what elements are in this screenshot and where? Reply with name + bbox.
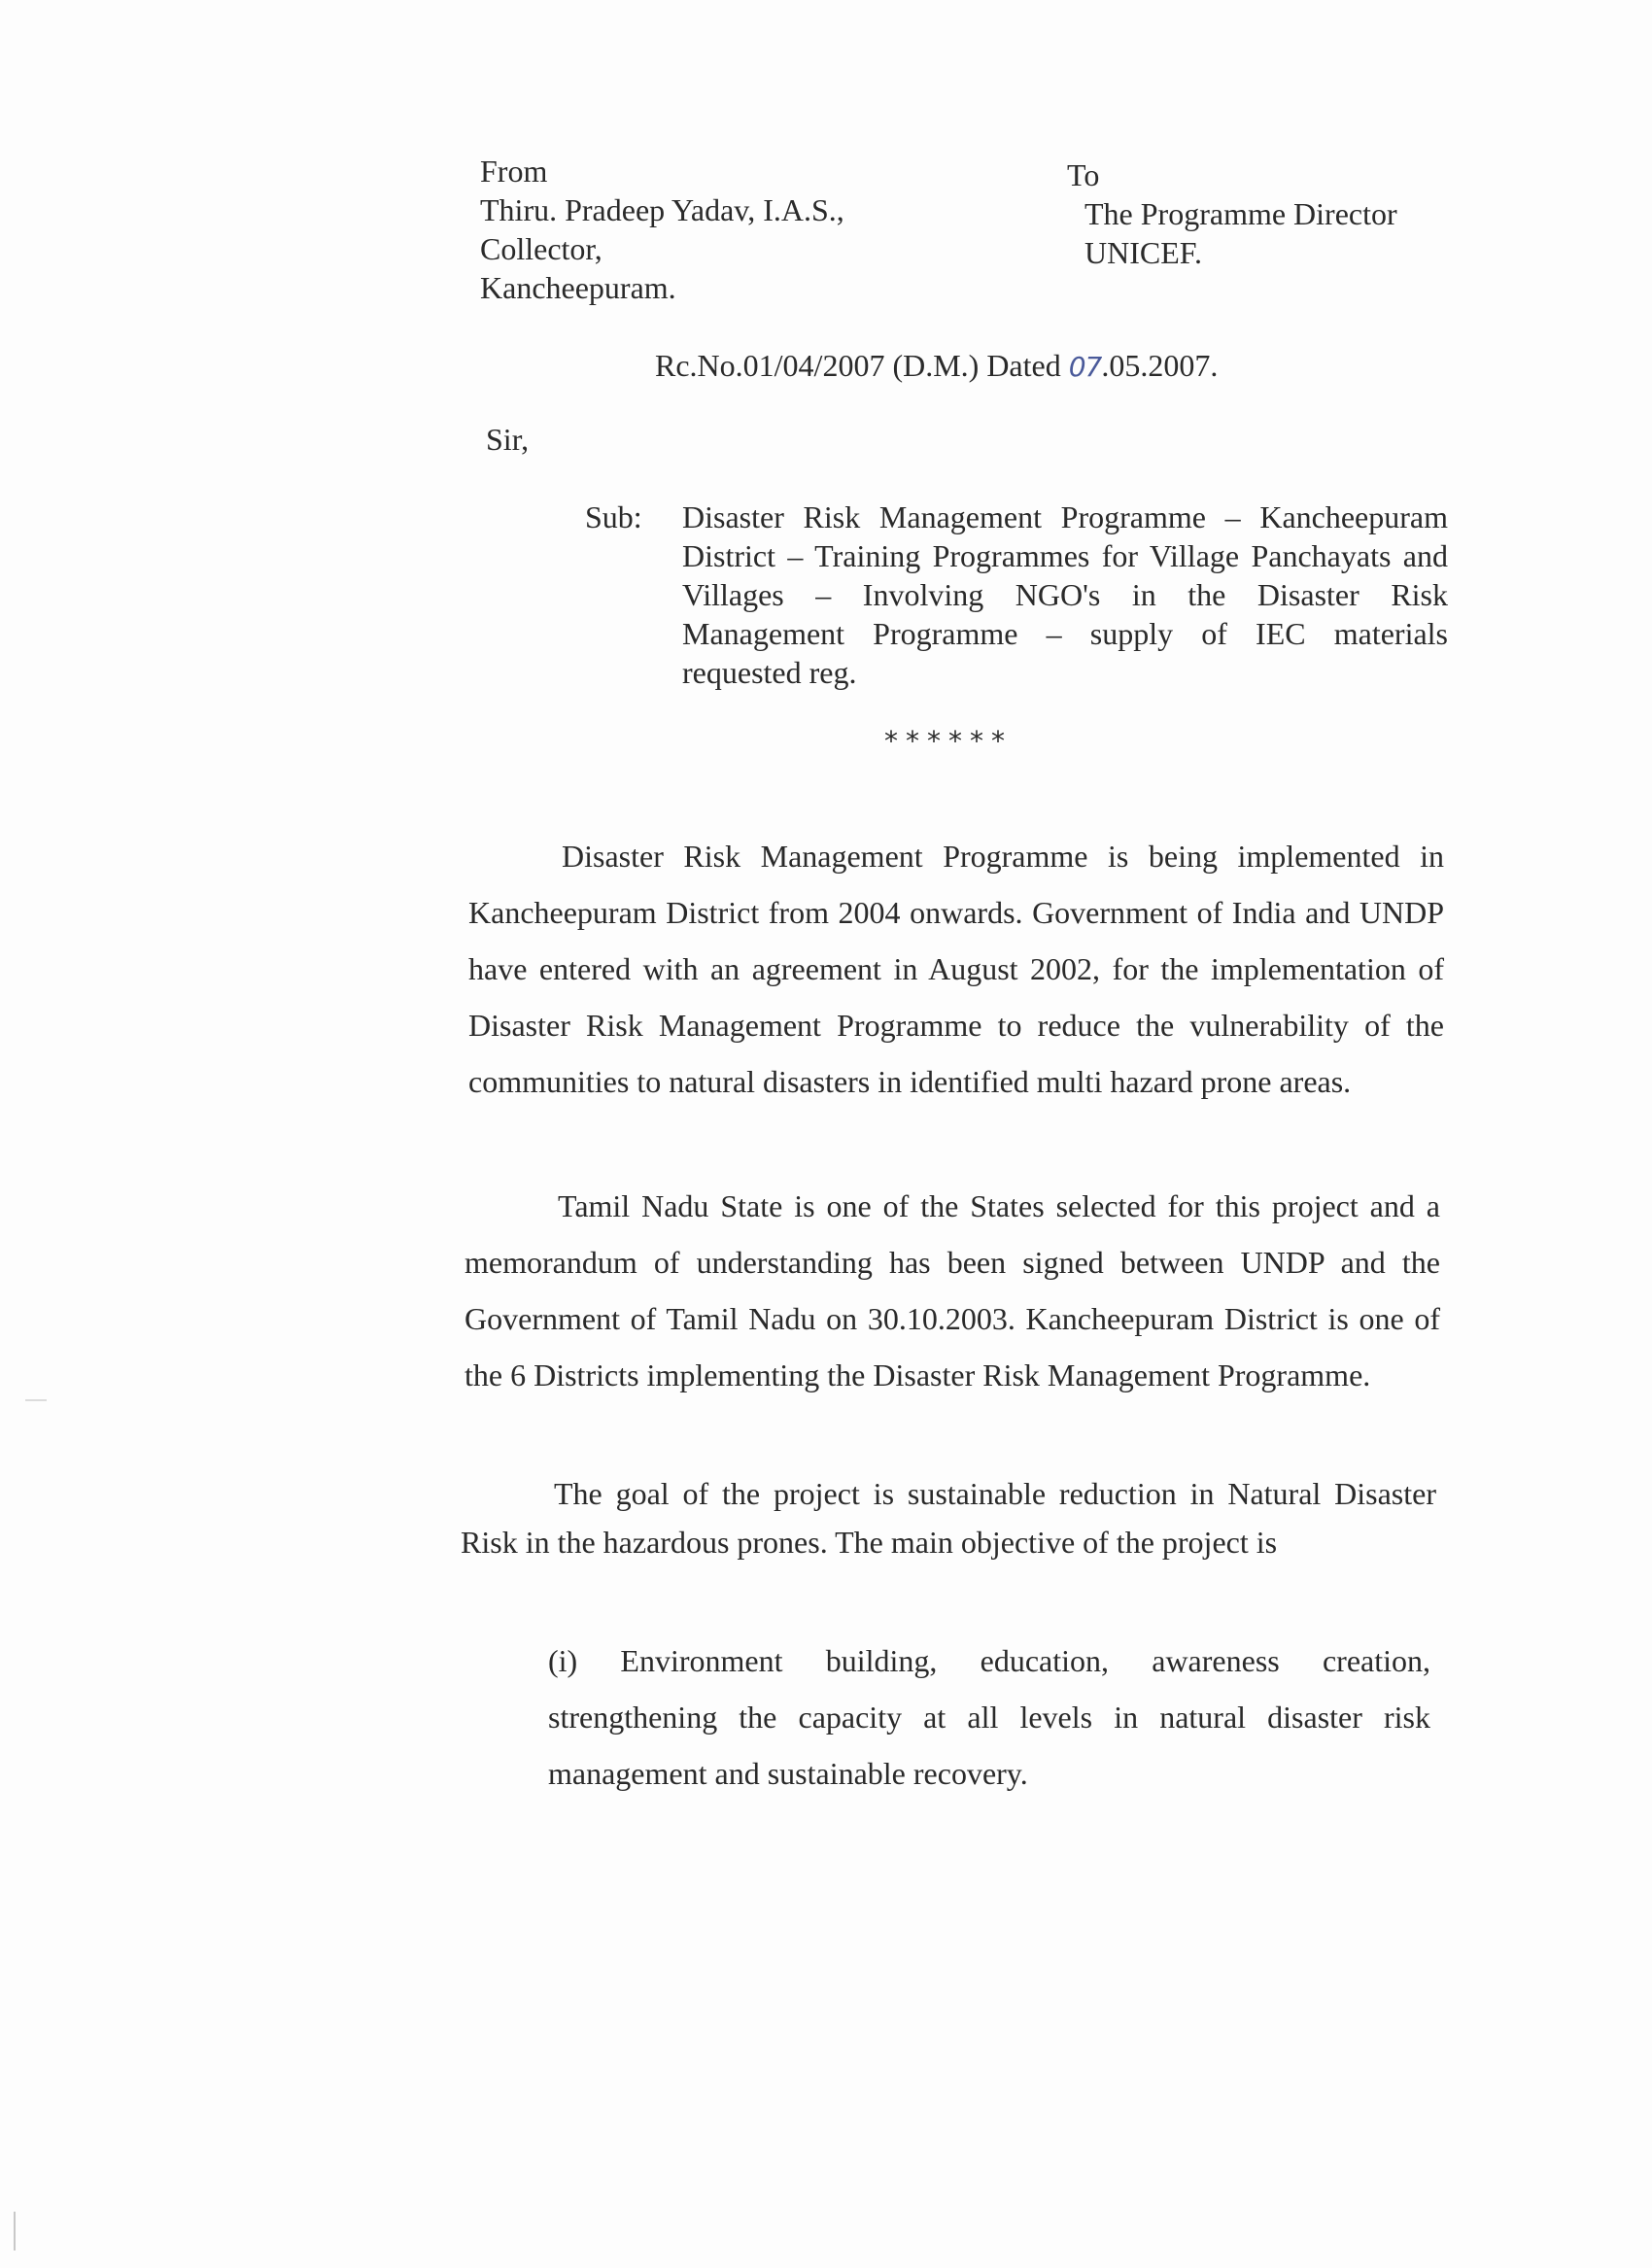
recipient-organisation: UNICEF. [1084,235,1202,270]
paragraph-3: The goal of the project is sustainable reduction in Natural Disaster Risk in the hazardous prones. The main objective of the project is [461,1476,1436,1560]
subject-label: Sub: [585,499,642,534]
reference-date-suffix: .05.2007. [1101,348,1219,383]
from-label: From [480,154,548,189]
sender-designation: Collector, [480,231,602,266]
reference-line [655,346,1218,387]
salutation: Sir, [486,422,530,457]
sender-name: Thiru. Pradeep Yadav, I.A.S., [480,192,844,227]
section-separator: ****** [884,725,1013,757]
scan-edge-mark [14,2212,16,2251]
paragraph-1: Disaster Risk Management Programme is being implemented in Kancheepuram District from 2004 onwards. Government of India and UNDP have entered with an agreement in August 2002, for the implementation of Disaster Risk Management Programme to reduce the vulnerability of the communities to natural disasters in identified multi hazard prone areas. [468,839,1444,1099]
sender-place: Kancheepuram. [480,270,676,305]
handwritten-date-day: 07 [1068,351,1102,383]
objective-item-1: (i) Environment building, education, awareness creation, strengthening the capacity at all levels in natural disaster risk management and sustainable recovery. [548,1643,1430,1791]
reference-number: Rc.No.01/04/2007 (D.M.) Dated [655,348,1069,383]
recipient-name: The Programme Director [1084,196,1397,231]
scan-edge-mark [25,1399,47,1401]
subject-text: Disaster Risk Management Programme – Kancheepuram District – Training Programmes for Village Panchayats and Villages – Involving NGO's in the Disaster Risk Management Programme – supply of IEC materials requested reg. [682,499,1448,690]
to-label: To [1067,157,1100,192]
sender-address [480,152,844,307]
paragraph-2: Tamil Nadu State is one of the States selected for this project and a memorandum of understanding has been signed between UNDP and the Government of Tamil Nadu on 30.10.2003. Kancheepuram District is one of the 6 Districts implementing the Disaster Risk Management Programme. [465,1188,1440,1392]
recipient-address [1067,155,1397,272]
